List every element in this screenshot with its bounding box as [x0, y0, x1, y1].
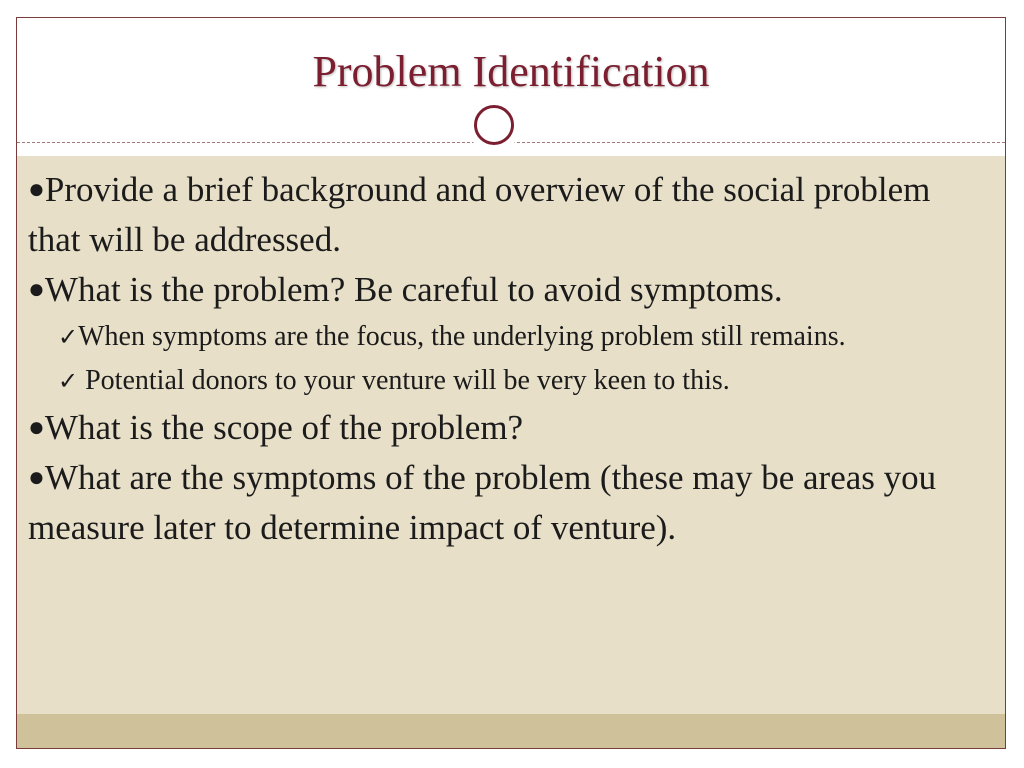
bullet-item — [28, 403, 963, 453]
bullet-text: What are the symptoms of the problem (these may be areas you measure later to determine impact of venture). — [28, 458, 937, 547]
sub-bullet-item — [28, 359, 963, 403]
sub-bullet-text: Potential donors to your venture will be very keen to this. — [78, 365, 730, 396]
footer-band — [17, 714, 1005, 748]
circle-ring-icon — [467, 98, 521, 152]
filled-circle-bullet-icon: ● — [28, 174, 45, 205]
slide-title: Problem Identification — [312, 47, 710, 96]
bullet-item — [28, 265, 963, 315]
ornament-ring — [474, 105, 514, 145]
bullet-item — [28, 453, 963, 553]
bullet-text: What is the scope of the problem? — [44, 408, 524, 447]
filled-circle-bullet-icon: ● — [28, 412, 45, 443]
bullet-item — [28, 165, 963, 265]
checkmark-icon: ✓ — [58, 323, 79, 351]
filled-circle-bullet-icon: ● — [28, 462, 45, 493]
bullet-text: Provide a brief background and overview of the social problem that will be addressed. — [28, 170, 931, 259]
bullet-text: What is the problem? Be careful to avoid symptoms. — [44, 270, 783, 309]
filled-circle-bullet-icon: ● — [28, 274, 45, 305]
checkmark-icon: ✓ — [58, 367, 79, 395]
sub-bullet-text: When symptoms are the focus, the underlying problem still remains. — [78, 321, 846, 352]
sub-bullet-item — [28, 315, 963, 359]
slide-body — [28, 165, 963, 553]
